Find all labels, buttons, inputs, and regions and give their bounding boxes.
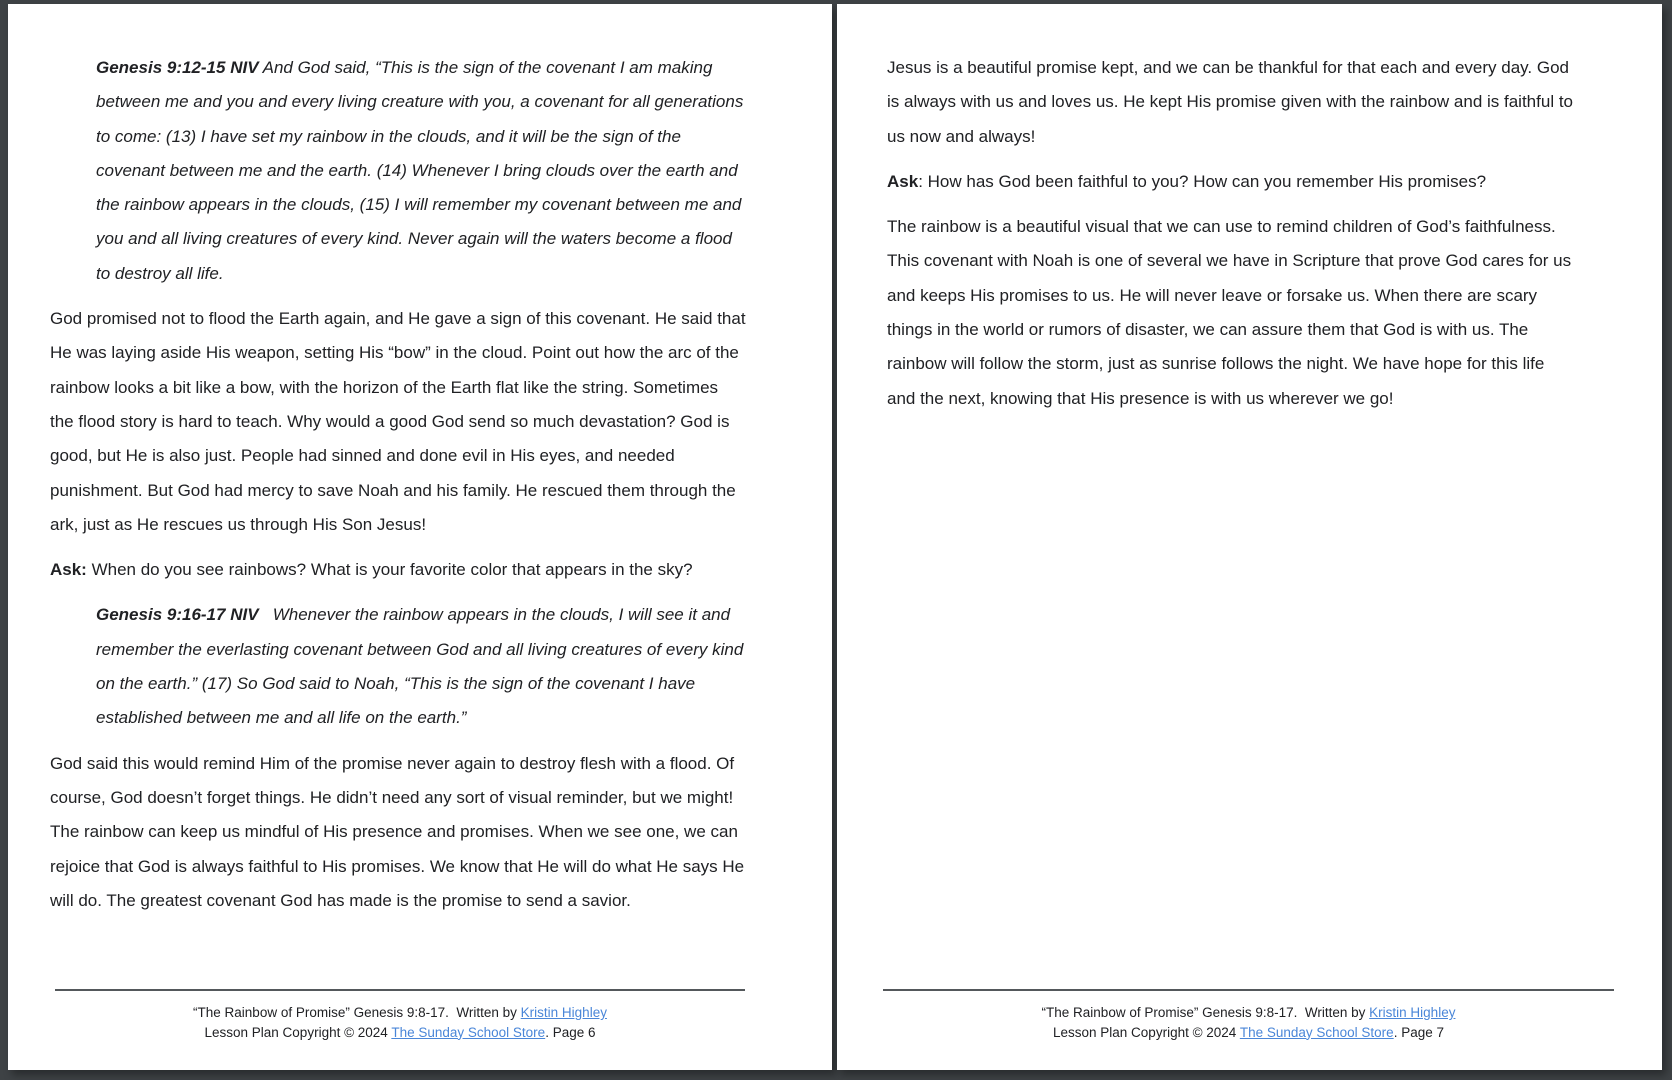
footer-rule — [55, 989, 745, 991]
body-paragraph: Jesus is a beautiful promise kept, and we can be thankful for that each and every day. God is always with us and loves us. He kept His promise given with the rainbow and is faithful to us now and always! — [887, 58, 1578, 146]
footer-title-line — [55, 1003, 745, 1023]
ask-paragraph — [887, 165, 1577, 199]
page-right-content — [887, 51, 1577, 427]
store-link[interactable]: The Sunday School Store — [1239, 1024, 1394, 1040]
body-paragraph: God promised not to flood the Earth again, and He gave a sign of this covenant. He said that He was laying aside His weapon, setting His “bow” in the cloud. Point out how the arc of the rainbow looks a bit like a bow, with the horizon of the Earth flat like the string. Sometimes the flood story is hard to teach. Why would a good God send so much devastation? God is good, but He is also just. People had sinned and done evil in His eyes, and needed punishment. But God had mercy to save Noah and his family. He rescued them through the ark, just as He rescues us through His Son Jesus! — [50, 309, 751, 534]
footer-copyright-text: Lesson Plan Copyright © 2024 — [1053, 1024, 1240, 1040]
scripture-text: And God said, “This is the sign of the covenant I am making between me and you and every living creature with you, a covenant for all generations to come: (13) I have set my rainbow in the clouds, and it will be the sign of the covenant between me and the earth. (14) Whenever I bring clouds over the earth and the rainbow appears in the clouds, (15) I will remember my covenant between me and you and all living creatures of every kind. Never again will the waters become a flood to destroy all life. — [96, 58, 749, 283]
footer-page-number: . Page 6 — [545, 1024, 596, 1040]
footer-copyright-line — [55, 1023, 745, 1043]
scripture-text: Whenever the rainbow appears in the clouds, I will see it and remember the everlasting covenant between God and all living creatures of every kind on the earth.” (17) So God said to Noah, “This is the sign of the covenant I have established between me and all life on the earth.” — [96, 605, 749, 728]
document-page-right — [837, 4, 1662, 1070]
scripture-reference: Genesis 9:12-15 NIV — [96, 58, 259, 77]
store-link[interactable]: The Sunday School Store — [391, 1024, 546, 1040]
scripture-reference: Genesis 9:16-17 NIV — [96, 605, 259, 625]
document-page-left — [8, 4, 832, 1070]
ask-question: When do you see rainbows? What is your favorite color that appears in the sky? — [86, 560, 693, 580]
body-paragraph: The rainbow is a beautiful visual that we can use to remind children of God’s faithfulness. This covenant with Noah is one of several we have in Scripture that prove God cares for us and keeps His promises to us. He will never leave or forsake us. When there are scary things in the world or rumors of disaster, we can assure them that God is with us. The rainbow will follow the storm, just as sunrise follows the night. We have hope for this life and the next, knowing that His presence is with us wherever we go! — [887, 217, 1576, 408]
footer-rule — [883, 989, 1614, 991]
footer-title-text: “The Rainbow of Promise” Genesis 9:8-17. Written by — [193, 1005, 521, 1020]
footer-copyright-line — [883, 1023, 1614, 1043]
footer-title-line — [883, 1003, 1614, 1023]
page-footer — [55, 989, 745, 1042]
ask-label: Ask — [887, 171, 919, 191]
ask-label: Ask: — [50, 560, 87, 580]
footer-copyright-text: Lesson Plan Copyright © 2024 — [204, 1024, 392, 1040]
body-paragraph: God said this would remind Him of the promise never again to destroy flesh with a flood. Of course, God doesn’t forget things. He didn’t need any sort of visual reminder, but we might! The rainbow can keep us mindful of His presence and promises. When we see one, we can rejoice that God is always faithful to His promises. We know that He will do what He says He will do. The greatest covenant God has made is the promise to send a savior. — [50, 753, 749, 910]
ask-paragraph — [50, 553, 746, 587]
author-link[interactable]: Kristin Highley — [1369, 1005, 1456, 1020]
footer-title-text: “The Rainbow of Promise” Genesis 9:8-17. Written by — [1041, 1005, 1370, 1020]
scripture-quote-genesis-9-12-15 — [96, 51, 749, 291]
page-footer — [883, 989, 1614, 1042]
ask-question: : How has God been faithful to you? How can you remember His promises? — [918, 171, 1487, 191]
author-link[interactable]: Kristin Highley — [520, 1005, 607, 1020]
footer-page-number: . Page 7 — [1393, 1024, 1444, 1040]
scripture-quote-genesis-9-16-17 — [96, 598, 749, 735]
page-left-content — [50, 51, 751, 929]
